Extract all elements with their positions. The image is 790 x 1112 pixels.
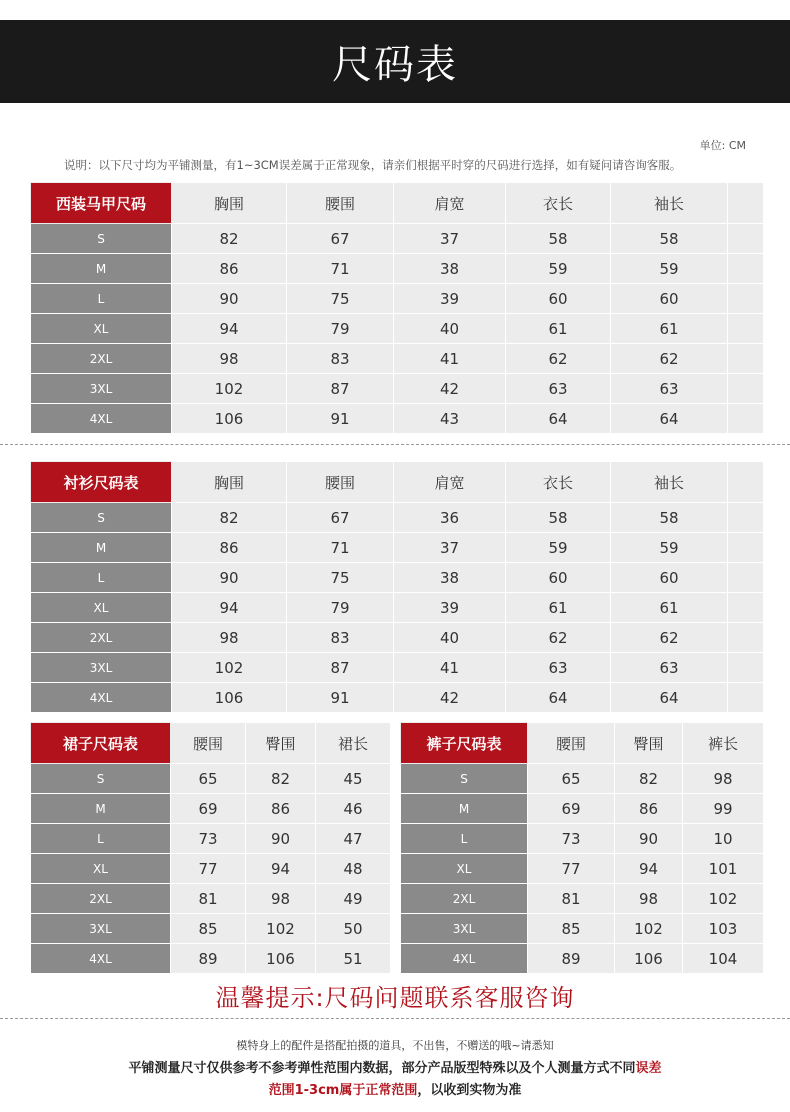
table-cell: 63 [611,374,728,404]
table-row [31,914,391,944]
size-label: 2XL [31,884,171,914]
table-cell: 77 [171,854,246,884]
table-row [401,764,764,794]
table-cell: 60 [611,284,728,314]
size-label: M [31,254,172,284]
table-cell: 86 [615,794,683,824]
table-cell: 98 [615,884,683,914]
table-cell: 47 [316,824,391,854]
table-cell: 77 [528,854,615,884]
footer-line-3-main: ，以收到实物为准 [417,1083,522,1098]
table-cell: 58 [611,224,728,254]
table-cell: 75 [287,284,394,314]
table-row [31,824,391,854]
blank-cell [728,563,764,593]
column-header: 腰围 [171,723,246,764]
table-cell: 106 [246,944,316,974]
size-label: 4XL [401,944,528,974]
size-label: 3XL [31,374,172,404]
column-header: 腰围 [287,183,394,224]
size-label: 3XL [31,914,171,944]
table-cell: 91 [287,404,394,434]
table-cell: 99 [683,794,764,824]
table-cell: 102 [683,884,764,914]
table-cell: 37 [394,224,506,254]
table-cell: 62 [611,623,728,653]
table-cell: 69 [528,794,615,824]
blank-cell [728,683,764,713]
size-label: L [31,284,172,314]
blank-cell [728,224,764,254]
table-cell: 89 [171,944,246,974]
table-cell: 94 [615,854,683,884]
table-row [31,563,764,593]
table-cell: 71 [287,254,394,284]
footer-line-3-highlight: 范围1-3cm属于正常范围 [268,1083,418,1098]
pants-size-table [400,722,764,974]
table-row [31,374,764,404]
table-cell: 62 [506,623,611,653]
table-cell: 67 [287,503,394,533]
size-label: 3XL [401,914,528,944]
table-cell: 83 [287,344,394,374]
table-cell: 38 [394,254,506,284]
table-cell: 67 [287,224,394,254]
table-cell: 59 [611,533,728,563]
table-title: 西装马甲尺码 [31,183,172,224]
footer-line-1: 模特身上的配件是搭配拍摄的道具，不出售，不赠送的哦~请悉知 [236,1039,554,1052]
table-cell: 69 [171,794,246,824]
table-cell: 46 [316,794,391,824]
table-cell: 73 [528,824,615,854]
blank-cell [728,344,764,374]
size-label: 2XL [401,884,528,914]
table-cell: 101 [683,854,764,884]
table-row [31,593,764,623]
size-label: 2XL [31,623,172,653]
table-row [31,533,764,563]
table-row [31,794,391,824]
column-header: 裙长 [316,723,391,764]
column-header: 袖长 [611,183,728,224]
size-label: M [31,794,171,824]
table-cell: 75 [287,563,394,593]
table-cell: 45 [316,764,391,794]
table-cell: 64 [611,404,728,434]
table-cell: 82 [172,503,287,533]
column-header: 臀围 [246,723,316,764]
table-cell: 98 [683,764,764,794]
table-row [31,683,764,713]
table-cell: 65 [171,764,246,794]
table-cell: 98 [172,344,287,374]
size-label: 4XL [31,683,172,713]
table-cell: 102 [615,914,683,944]
blank-cell [728,254,764,284]
column-header: 肩宽 [394,183,506,224]
size-label: M [401,794,528,824]
table-cell: 102 [172,374,287,404]
table-row [31,884,391,914]
table-cell: 62 [611,344,728,374]
table-cell: 49 [316,884,391,914]
column-header: 胸围 [172,183,287,224]
table-row [401,884,764,914]
table-cell: 60 [611,563,728,593]
table-cell: 90 [172,284,287,314]
size-label: 4XL [31,404,172,434]
blank-cell [728,503,764,533]
table-cell: 59 [506,254,611,284]
blank-cell [728,284,764,314]
table-row [31,653,764,683]
table-cell: 106 [172,404,287,434]
table-row [401,824,764,854]
table-cell: 61 [611,314,728,344]
table-cell: 64 [506,404,611,434]
size-label: XL [31,314,172,344]
column-header: 衣长 [506,462,611,503]
measurement-note: 说明：以下尺寸均为平铺测量，有1~3CM误差属于正常现象，请亲们根据平时穿的尺码进行选择，如有疑问请咨询客服。 [64,158,682,172]
table-row [401,794,764,824]
table-cell: 61 [611,593,728,623]
skirt-size-table [30,722,391,974]
size-label: S [31,224,172,254]
table-cell: 60 [506,563,611,593]
table-cell: 48 [316,854,391,884]
table-cell: 63 [506,653,611,683]
table-cell: 79 [287,314,394,344]
table-cell: 94 [172,314,287,344]
table-cell: 82 [246,764,316,794]
page-header [0,20,790,103]
shirt-size-table [30,461,764,713]
blank-cell [728,462,764,503]
divider [0,444,790,445]
table-title: 裙子尺码表 [31,723,171,764]
column-header: 肩宽 [394,462,506,503]
table-cell: 39 [394,593,506,623]
table-row [31,764,391,794]
table-cell: 63 [611,653,728,683]
table-row [31,944,391,974]
size-label: XL [31,854,171,884]
column-header: 衣长 [506,183,611,224]
page-title: 尺码表 [332,42,458,88]
size-label: S [401,764,528,794]
table-row [401,944,764,974]
size-label: L [31,824,171,854]
table-cell: 40 [394,314,506,344]
table-row [31,344,764,374]
blank-cell [728,183,764,224]
table-cell: 98 [172,623,287,653]
footer-line-2 [0,1057,790,1076]
table-cell: 61 [506,593,611,623]
table-cell: 51 [316,944,391,974]
table-cell: 98 [246,884,316,914]
table-cell: 85 [171,914,246,944]
size-label: M [31,533,172,563]
size-label: 4XL [31,944,171,974]
table-cell: 90 [172,563,287,593]
size-label: XL [31,593,172,623]
column-header: 袖长 [611,462,728,503]
table-cell: 38 [394,563,506,593]
table-cell: 40 [394,623,506,653]
table-cell: 102 [172,653,287,683]
table-cell: 87 [287,374,394,404]
table-cell: 87 [287,653,394,683]
column-header: 腰围 [287,462,394,503]
table-cell: 90 [615,824,683,854]
table-cell: 62 [506,344,611,374]
suit-size-body [31,183,764,434]
table-row [31,503,764,533]
table-title: 裤子尺码表 [401,723,528,764]
table-cell: 82 [172,224,287,254]
table-cell: 94 [172,593,287,623]
table-cell: 82 [615,764,683,794]
table-cell: 86 [246,794,316,824]
table-cell: 64 [506,683,611,713]
column-header: 胸围 [172,462,287,503]
table-cell: 50 [316,914,391,944]
divider [0,1018,790,1019]
table-cell: 65 [528,764,615,794]
table-cell: 81 [171,884,246,914]
blank-cell [728,623,764,653]
table-cell: 90 [246,824,316,854]
table-row [31,224,764,254]
table-cell: 103 [683,914,764,944]
table-cell: 102 [246,914,316,944]
table-cell: 43 [394,404,506,434]
blank-cell [728,374,764,404]
pants-size-body [401,723,764,974]
table-cell: 59 [611,254,728,284]
table-cell: 106 [615,944,683,974]
size-label: 2XL [31,344,172,374]
table-header-row [31,462,764,503]
size-label: 3XL [31,653,172,683]
column-header: 裤长 [683,723,764,764]
blank-cell [728,404,764,434]
footer-line-2-highlight: 误差 [635,1061,662,1076]
table-cell: 58 [506,224,611,254]
table-cell: 79 [287,593,394,623]
table-cell: 86 [172,533,287,563]
table-cell: 94 [246,854,316,884]
table-cell: 85 [528,914,615,944]
table-cell: 89 [528,944,615,974]
blank-cell [728,533,764,563]
column-header: 腰围 [528,723,615,764]
table-cell: 104 [683,944,764,974]
table-cell: 61 [506,314,611,344]
table-cell: 59 [506,533,611,563]
table-cell: 60 [506,284,611,314]
table-cell: 86 [172,254,287,284]
blank-cell [728,593,764,623]
blank-cell [728,653,764,683]
table-cell: 41 [394,344,506,374]
table-row [31,623,764,653]
table-cell: 10 [683,824,764,854]
tip-text: 温馨提示:尺码问题联系客服咨询 [215,984,575,1012]
table-header-row [31,723,391,764]
size-label: S [31,764,171,794]
size-label: L [401,824,528,854]
table-row [31,254,764,284]
table-row [31,284,764,314]
column-header: 臀围 [615,723,683,764]
shirt-size-body [31,462,764,713]
table-title: 衬衫尺码表 [31,462,172,503]
table-cell: 36 [394,503,506,533]
skirt-size-body [31,723,391,974]
table-cell: 71 [287,533,394,563]
suit-size-table [30,182,764,434]
table-header-row [401,723,764,764]
footer-line-2-main: 平铺测量尺寸仅供参考不参考弹性范围内数据，部分产品版型特殊以及个人测量方式不同 [128,1061,636,1076]
table-cell: 73 [171,824,246,854]
unit-label: 单位: CM [699,139,746,152]
size-label: XL [401,854,528,884]
table-row [401,914,764,944]
table-cell: 81 [528,884,615,914]
footer-line-3 [0,1079,790,1098]
table-cell: 64 [611,683,728,713]
table-cell: 42 [394,683,506,713]
table-cell: 106 [172,683,287,713]
table-cell: 83 [287,623,394,653]
table-row [31,404,764,434]
size-label: L [31,563,172,593]
table-cell: 39 [394,284,506,314]
table-cell: 58 [611,503,728,533]
table-cell: 41 [394,653,506,683]
table-row [31,854,391,884]
table-header-row [31,183,764,224]
table-cell: 91 [287,683,394,713]
table-row [31,314,764,344]
table-cell: 42 [394,374,506,404]
size-label: S [31,503,172,533]
table-cell: 58 [506,503,611,533]
blank-cell [728,314,764,344]
table-row [401,854,764,884]
table-cell: 37 [394,533,506,563]
table-cell: 63 [506,374,611,404]
